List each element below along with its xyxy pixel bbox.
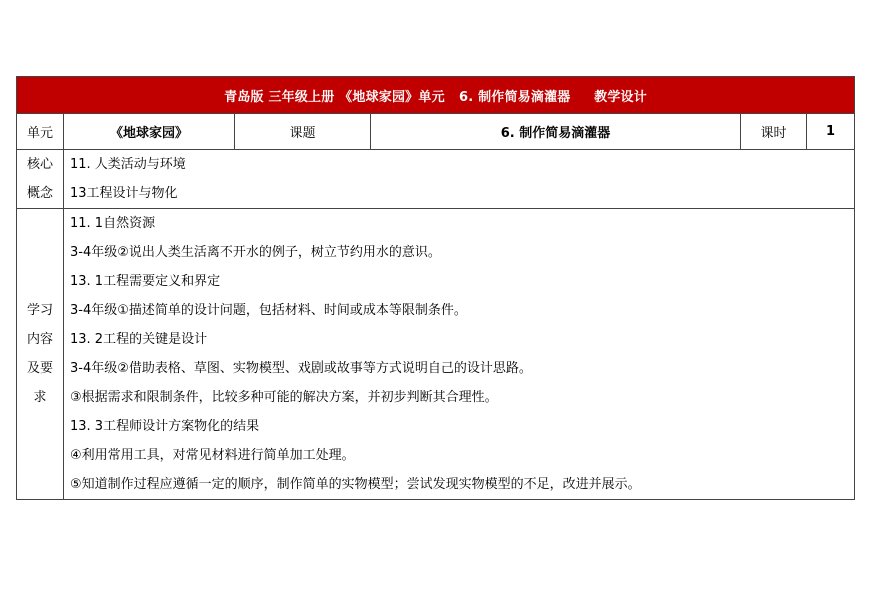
- requirement-item: 3-4年级②借助表格、草图、实物模型、戏剧或故事等方式说明自己的设计思路。: [70, 361, 532, 376]
- lesson-plan-table: [16, 76, 855, 500]
- unit-value: 《地球家园》: [64, 114, 235, 150]
- document-title: [17, 77, 855, 114]
- topic-value: 6. 制作简易滴灌器: [371, 114, 741, 150]
- unit-label: 单元: [17, 114, 64, 150]
- requirements-label-line: 求: [33, 390, 47, 405]
- core-concept-label-line: 概念: [26, 186, 53, 201]
- requirement-item: ③根据需求和限制条件，比较多种可能的解决方案，并初步判断其合理性。: [70, 390, 498, 405]
- core-concept-content: [64, 150, 855, 209]
- requirement-item: ④利用常用工具，对常见材料进行简单加工处理。: [70, 448, 355, 463]
- title-part-unit: 青岛版 三年级上册 《地球家园》单元: [224, 89, 445, 105]
- title-part-type: 教学设计: [594, 89, 647, 105]
- requirement-item: 11. 1自然资源: [70, 216, 156, 231]
- requirements-label-line: 内容: [26, 332, 53, 347]
- requirements-label-line: 及要: [26, 361, 53, 376]
- core-concept-label-line: 核心: [26, 157, 53, 172]
- requirement-item: ⑤知道制作过程应遵循一定的顺序，制作简单的实物模型；尝试发现实物模型的不足，改进并展示。: [70, 477, 641, 492]
- requirement-item: 13. 1工程需要定义和界定: [70, 274, 221, 289]
- period-value: 1: [807, 114, 855, 150]
- core-concept-item: 13工程设计与物化: [70, 186, 178, 201]
- core-concept-item: 11. 人类活动与环境: [70, 157, 186, 172]
- core-concept-label: [17, 150, 64, 209]
- title-part-lesson: 6. 制作简易滴灌器: [458, 89, 571, 105]
- requirements-label: [17, 209, 64, 500]
- period-label: 课时: [741, 114, 807, 150]
- requirements-content: [64, 209, 855, 500]
- requirements-label-line: 学习: [26, 303, 53, 318]
- requirement-item: 3-4年级②说出人类生活离不开水的例子，树立节约用水的意识。: [70, 245, 441, 260]
- requirement-item: 13. 2工程的关键是设计: [70, 332, 208, 347]
- topic-label: 课题: [235, 114, 371, 150]
- requirement-item: 13. 3工程师设计方案物化的结果: [70, 419, 260, 434]
- requirement-item: 3-4年级①描述简单的设计问题，包括材料、时间或成本等限制条件。: [70, 303, 467, 318]
